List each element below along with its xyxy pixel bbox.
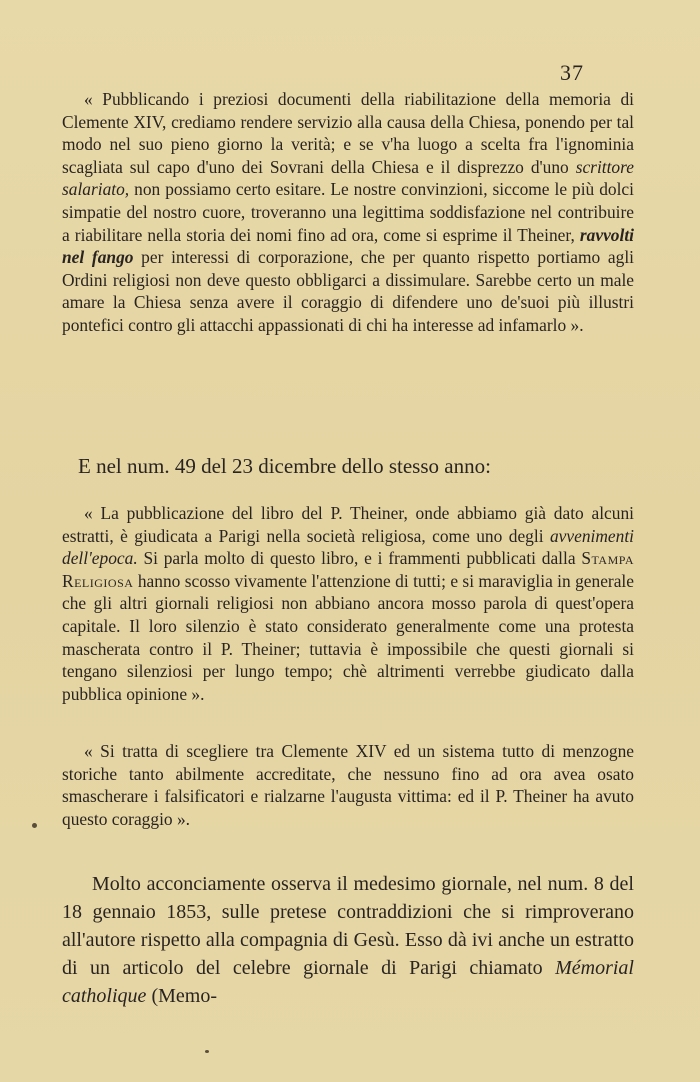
section-heading: E nel num. 49 del 23 dicembre dello stesso anno:: [78, 454, 491, 478]
quote-paragraph-3: « Si tratta di scegliere tra Clemente XIV ed un sistema tutto di menzogne storiche tanto abilmente accreditate, che nessuno fino ad ora avea osato smascherare i falsificatori e rialzarne l'augusta vittima: ed il P. Theiner ha avuto questo coraggio ».: [62, 741, 634, 829]
quote2-text-b: Si parla molto di questo libro, e i frammenti pubblicati dalla: [137, 548, 576, 569]
body-italic-memorial: Mémorial catholique: [62, 957, 634, 1007]
quote2-smallcaps-stampa: Stampa Religiosa: [62, 548, 634, 591]
quote1-text-c: per interessi di corporazione, che per quanto rispetto portiamo agli Ordini religiosi non deve questo obbligarci a dissimulare. Sarebbe certo un male amare la Chiesa senza avere il coraggio di difendere uno de'suoi più illustri pontefici contro gli attacchi appassionati di chi ha interesse ad infamarlo ».: [62, 247, 634, 335]
body-text-a: Molto acconciamente osserva il medesimo giornale, nel num. 8 del 18 gennaio 1853, sulle pretese contraddizioni che si rimproverano all'autore rispetto alla compagnia di Gesù. Esso dà ivi anche un estratto di un articolo del celebre giornale di Parigi chiamato: [62, 873, 634, 979]
paper-speck: [205, 1050, 209, 1053]
body-paragraph: [62, 870, 634, 1010]
page-number: 37: [560, 60, 584, 85]
quote2-italic-avvenimenti: avvenimenti dell'epoca.: [62, 525, 634, 569]
paper-speck: [32, 823, 37, 828]
quote2-text-a: « La pubblicazione del libro del P. Theiner, onde abbiamo già dato alcuni estratti, è giudicata a Parigi nella società religiosa, come uno degli: [62, 503, 634, 546]
quote1-italic-fango: ravvolti nel fango: [62, 224, 634, 268]
body-text-b: (Memo-: [146, 985, 217, 1007]
quote2-text-c: hanno scosso vivamente l'attenzione di tutti; e si maraviglia in generale che gli altri giornali religiosi non abbiano ancora mosso parola di quest'opera capitale. Il loro silenzio è stato considerato generalmente come una protesta mascherata contro il P. Theiner; tuttavia è impossibile che questi giornali si tengano silenziosi per lungo tempo; chè altrimenti verrebbe giudicato dalla pubblica opinione ».: [62, 570, 634, 704]
quote-paragraph-1: [62, 88, 634, 337]
quote1-text-a: « Pubblicando i preziosi documenti della riabilitazione della memoria di Clemente XIV, crediamo rendere servizio alla causa della Chiesa, ponendo per tal modo nel suo pieno giorno la verità; e se v'ha luogo a scelta fra l'ignominia scagliata sul capo d'uno dei Sovrani della Chiesa e il disprezzo d'uno: [62, 89, 634, 177]
quote1-text-b: non possiamo certo esitare. Le nostre convinzioni, siccome le più dolci simpatie del nostro cuore, troveranno una legittima soddisfazione nel contribuire a riabilitare nella storia dei nomi fino ad ora, come si esprime il Theiner,: [62, 179, 634, 245]
quote1-italic-scrittore: scrittore salariato,: [62, 156, 634, 200]
quote-paragraph-2: [62, 502, 634, 705]
